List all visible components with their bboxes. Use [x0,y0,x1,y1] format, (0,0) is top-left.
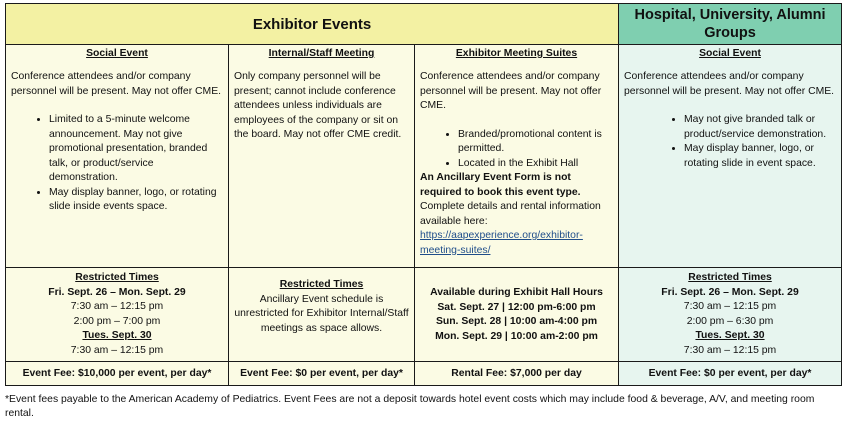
events-table [5,3,842,386]
times-title-2: Tues. Sept. 30 [695,330,765,341]
list-item: • May display banner, logo, or rotating slide in event space. [684,142,836,171]
bullet-list [420,128,613,172]
details-text: Complete details and rental information available here: [420,201,601,227]
column-title: Social Event [699,48,761,59]
times-text: Ancillary Event schedule is unrestricted for Exhibitor Internal/Staff meetings as space allows. [234,293,409,334]
meeting-suites-times-cell [415,268,619,362]
time-range: 2:00 pm – 7:00 pm [73,315,161,327]
time-range: 7:30 am – 12:15 pm [70,344,164,356]
internal-meeting-description-cell [229,45,415,268]
column-title: Social Event [86,48,148,59]
suite-hours: Mon. Sept. 29 | 10:00 am-2:00 pm [435,330,598,342]
date-range: Fri. Sept. 26 – Mon. Sept. 29 [661,286,799,298]
exhibitor-events-header: Exhibitor Events [6,4,619,45]
list-item: • Branded/promotional content is permitted. [458,128,613,157]
meeting-suites-link[interactable]: https://aapexperience.org/exhibitor-meeting-suites/ [420,230,583,256]
column-text: Conference attendees and/or company personnel will be present. May not offer CME. [11,71,222,97]
groups-social-description-cell [619,45,842,268]
time-range: 7:30 am – 12:15 pm [683,301,777,312]
column-title: Internal/Staff Meeting [268,48,375,59]
times-title-2: Tues. Sept. 30 [82,330,152,341]
social-event-times-cell [6,268,229,362]
time-range: 2:00 pm – 6:30 pm [686,315,774,327]
meeting-suites-description-cell [415,45,619,268]
times-title: Restricted Times [75,272,159,283]
column-title: Exhibitor Meeting Suites [455,48,578,59]
column-text: Conference attendees and/or company personnel will be present. May not offer CME. [420,71,602,111]
groups-header: Hospital, University, Alumni Groups [619,4,842,45]
meeting-suites-fee: Rental Fee: $7,000 per day [415,362,619,386]
list-item: • May not give branded talk or product/service demonstration. [684,113,836,142]
time-range: 7:30 am – 12:15 pm [683,344,777,356]
list-item: • Located in the Exhibit Hall [458,157,613,172]
groups-social-times-cell [619,268,842,362]
internal-meeting-fee: Event Fee: $0 per event, per day* [229,362,415,386]
column-text: Only company personnel will be present; cannot include conference attendees unless individuals are employees of the company or sit on the board. May not offer CME credit. [234,71,402,140]
time-range: 7:30 am – 12:15 pm [70,301,164,312]
social-event-fee: Event Fee: $10,000 per event, per day* [6,362,229,386]
times-title: Restricted Times [688,272,772,283]
column-text: Conference attendees and/or company personnel will be present. May not offer CME. [624,71,835,97]
suite-hours: Sun. Sept. 28 | 10:00 am-4:00 pm [435,316,598,327]
internal-meeting-times-cell [229,268,415,362]
date-range: Fri. Sept. 26 – Mon. Sept. 29 [48,286,186,298]
suite-hours: Sat. Sept. 27 | 12:00 pm-6:00 pm [437,301,596,313]
bullet-list [11,113,223,215]
times-title: Available during Exhibit Hall Hours [430,287,603,298]
footnote: *Event fees payable to the American Academy of Pediatrics. Event Fees are not a deposit towards hotel event costs which may include food & beverage, A/V, and meeting room rental. [5,394,815,419]
social-event-description-cell [6,45,229,268]
list-item: • Limited to a 5-minute welcome announcement. May not give promotional presentation, branded talk, or product/service demonstration. [49,113,223,186]
groups-social-fee: Event Fee: $0 per event, per day* [619,362,842,386]
form-note: An Ancillary Event Form is not required to book this event type. [420,172,581,198]
bullet-list [624,113,836,171]
list-item: • May display banner, logo, or rotating slide inside events space. [49,186,223,215]
times-title: Restricted Times [279,279,364,290]
